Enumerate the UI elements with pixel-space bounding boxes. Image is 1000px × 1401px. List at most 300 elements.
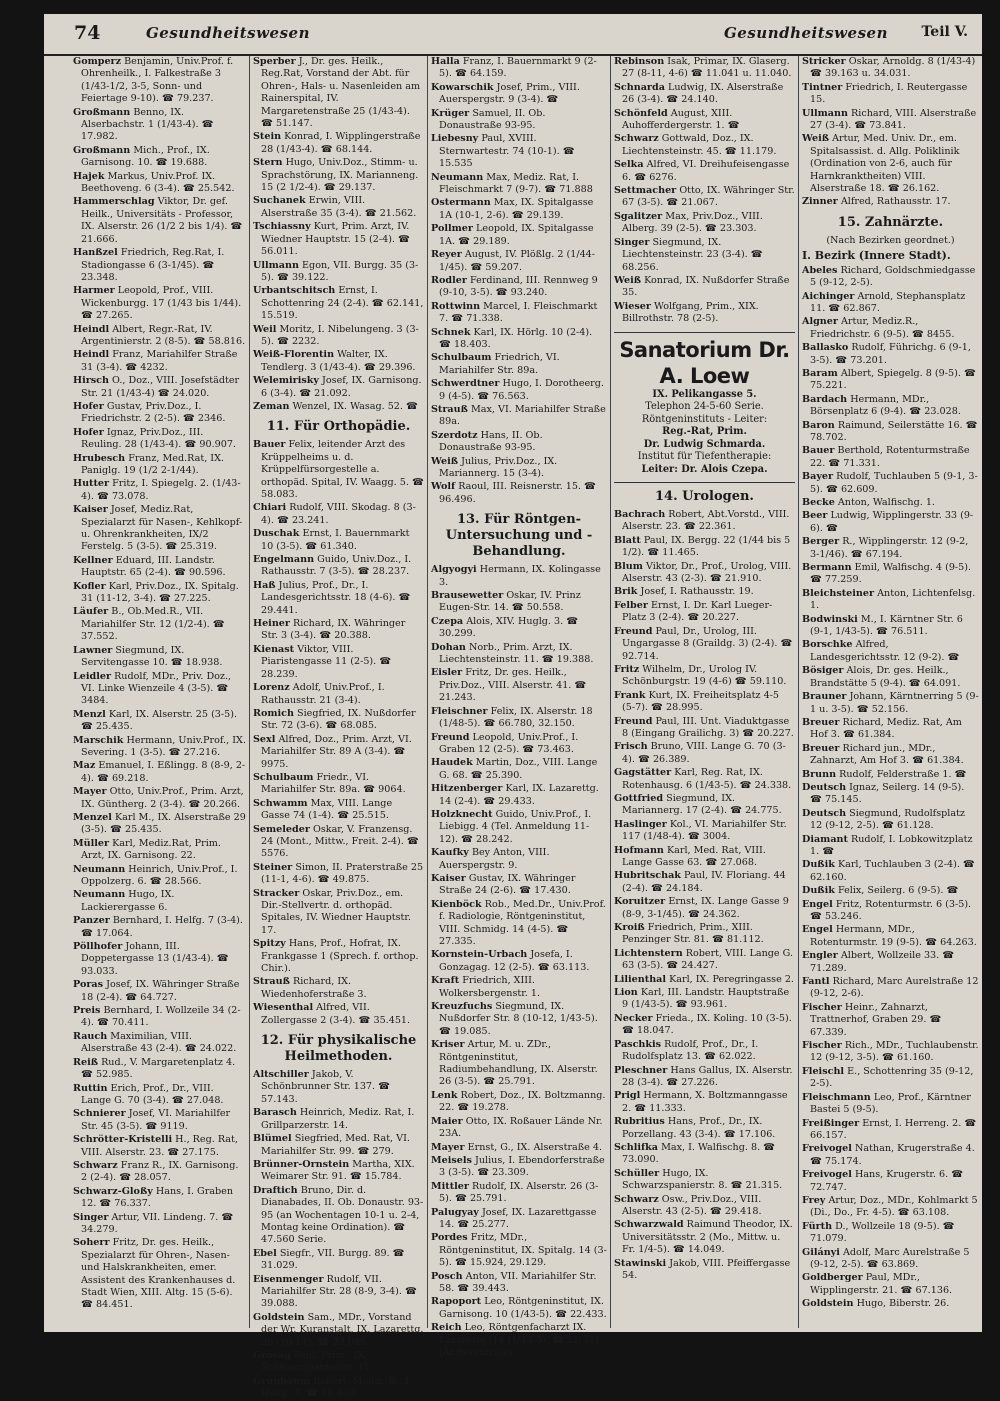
directory-entry <box>802 1066 979 1091</box>
directory-entry <box>802 639 979 664</box>
entry-name: Hrubesch <box>73 452 126 464</box>
directory-entry <box>802 1118 979 1143</box>
entry-details: Erich, Prof., Dr., VIII. Lange G. 70 (3-4). ☎ 27.048. <box>81 1082 224 1106</box>
directory-entry <box>802 1247 979 1272</box>
entry-details: Heinr., Zahnarzt, Trattnerhof, Graben 29. ☎ 67.339. <box>810 1001 942 1038</box>
entry-name: Liebesny <box>431 133 479 145</box>
directory-entry <box>431 301 607 326</box>
directory-entry <box>253 439 424 501</box>
entry-name: Suchanek <box>253 195 306 207</box>
entry-details: Adolf, Univ.Prof., I. Rathausstr. 21 (3-4). <box>261 682 385 706</box>
entry-details: Siegfr., VII. Burgg. 89. ☎ 31.029. <box>261 1247 405 1272</box>
entry-details: Rudolf, IX. Alserstr. 26 (3-5). ☎ 25.791. <box>439 1180 599 1205</box>
entry-details: Hermann, MDr., Rotenturmstr. 19 (9-5). ☎ 64.263. <box>810 924 977 948</box>
directory-entry <box>614 237 795 274</box>
entry-name: Reich <box>431 1322 462 1334</box>
directory-entry <box>802 1272 979 1297</box>
entry-name: Settmacher <box>614 185 677 197</box>
entry-details: Paul, Dr., Urolog, III. Ungargasse 8 (Graildg. 3) (2-4). ☎ 92.714. <box>622 625 793 662</box>
directory-entry <box>431 975 607 1000</box>
directory-entry <box>802 1143 979 1168</box>
directory-entry <box>802 1195 979 1220</box>
entry-name: Eisler <box>431 667 463 679</box>
entry-name: Barasch <box>253 1107 297 1119</box>
directory-entry <box>73 864 246 889</box>
directory-entry <box>802 562 979 587</box>
ad-title-line: Reg.-Rat, Prim. <box>662 426 747 438</box>
entry-name: Bayer <box>802 471 834 483</box>
entry-details: Oskar, Arnoldg. 8 (1/43-4) ☎ 39.163 u. 34.031. <box>810 56 976 80</box>
directory-entry <box>614 133 795 158</box>
entry-name: Schlifka <box>614 1141 659 1153</box>
entry-details: Isak, Primar, IX. Glaserg. 27 (8-11, 4-6) ☎ 11.041 u. 11.040. <box>622 56 792 80</box>
entry-name: Rauch <box>73 1030 108 1042</box>
directory-entry <box>802 1002 979 1039</box>
directory-entry <box>73 1031 246 1056</box>
entry-name: Schrötter-Kristelli <box>73 1134 173 1146</box>
entry-name: Hitzenberger <box>431 783 503 795</box>
entry-details: Rudolf, Tuchlauben 5 (9-1, 3-5). ☎ 62.609. <box>810 471 978 495</box>
entry-name: Kaiser <box>73 504 108 516</box>
entry-name: Schwarz-Gloßy <box>73 1185 153 1197</box>
directory-entry <box>802 291 979 316</box>
entry-details: Konrad, IX. Nußdorfer Straße 35. <box>622 274 790 299</box>
entry-details: Wolfgang, Prim., XIX. Billrothstr. 78 (2-5). <box>622 300 759 325</box>
entry-name: Lion <box>614 987 638 999</box>
entry-details: Franz, I. Bauernmarkt 9 (2-5). ☎ 64.159. <box>439 56 597 80</box>
directory-entry <box>253 1185 424 1247</box>
entry-name: Aichinger <box>802 290 855 302</box>
section-heading: 15. Zahnärzte. <box>837 214 944 230</box>
entry-name: Deutsch <box>802 807 847 819</box>
directory-entry <box>431 172 607 197</box>
directory-entry <box>802 1092 979 1117</box>
directory-entry <box>253 1350 424 1375</box>
entry-name: Schulbaum <box>253 771 314 783</box>
entry-name: Palugyay <box>431 1206 479 1218</box>
entry-name: Brik <box>614 586 638 598</box>
entry-details: Jakob, V. Schönbrunner Str. 137. ☎ 57.143. <box>261 1069 391 1105</box>
entry-details: Karl, Tuchlauben 3 (2-4). ☎ 62.160. <box>810 859 975 883</box>
entry-details: Rudolf, VII. Mariahilfer Str. 28 (8-9, 3-4). ☎ 39.088. <box>261 1273 417 1310</box>
page-header <box>44 14 982 56</box>
directory-entry <box>431 133 607 170</box>
entry-details: Richard, Mediz. Rat, Am Hof 3. ☎ 61.384. <box>810 716 962 741</box>
entry-details: Paul, III. Unt. Viaduktgasse 8 (Eingang Grailichg. 3) ☎ 20.227. <box>622 715 794 739</box>
entry-details: Richard jun., MDr., Zahnarzt, Am Hof 3. ☎ 61.384. <box>810 742 964 767</box>
directory-entry <box>431 327 607 352</box>
entry-details: Robert, VIII. Lange G. 63 (3-5). ☎ 24.427. <box>622 947 794 972</box>
directory-entry <box>614 600 795 625</box>
entry-details: Alfred, Rathausstr. 17. <box>840 196 951 208</box>
entry-name: Kaufky <box>431 847 469 859</box>
directory-entry <box>431 590 607 615</box>
entry-details: Ernst, I. Herreng. 2. ☎ 66.157. <box>810 1117 977 1141</box>
entry-name: Kienböck <box>431 898 482 910</box>
section-heading: 13. Für Röntgen-Untersuchung und -Behandlung. <box>445 512 593 560</box>
entry-name: Eisenmenger <box>253 1273 324 1285</box>
directory-entry <box>614 1219 795 1256</box>
entry-name: Schnierer <box>73 1108 126 1120</box>
district-heading: I. Bezirk (Innere Stadt). <box>802 249 951 263</box>
entry-name: Deutsch <box>802 781 847 793</box>
entry-name: Algyogyi <box>431 564 477 576</box>
entry-name: Rottwinn <box>431 300 481 312</box>
entry-name: Haß <box>253 579 276 591</box>
directory-entry <box>614 1116 795 1141</box>
directory-entry <box>431 1207 607 1232</box>
entry-details: Karl, Priv.Doz., IX. Spitalg. 31 (11-12, 3-4). ☎ 27.225. <box>81 580 239 605</box>
entry-details: Paul, IX. Bergg. 22 (1/44 bis 5 1/2). ☎ 11.465. <box>622 534 791 559</box>
directory-entry <box>431 1155 607 1180</box>
directory-entry <box>802 885 979 897</box>
column-2 <box>250 56 428 1400</box>
entry-details: Otto, IX. Währinger Str. 67 (3-5). ☎ 21.067. <box>622 185 795 209</box>
entry-name: Grosag <box>253 1350 291 1361</box>
entry-name: Kroiß <box>614 922 645 934</box>
directory-entry <box>614 870 795 895</box>
ad-telephone: Telephon 24-5-60 Serie. <box>645 401 764 413</box>
entry-details: Rudolf, VIII. Skodag. 8 (3-4). ☎ 23.241. <box>261 502 416 526</box>
directory-entry <box>253 221 424 258</box>
entry-name: Wieser <box>614 300 651 312</box>
entry-details: Gottwald, Doz., IX. Liechtensteinstr. 45. ☎ 11.179. <box>622 133 777 157</box>
directory-entry <box>802 665 979 690</box>
entry-name: Kofler <box>73 580 106 592</box>
entry-name: Schnek <box>431 326 471 338</box>
directory-entry <box>614 948 795 973</box>
directory-entry <box>73 1005 246 1030</box>
entry-details: Kurt, Prim. Arzt, IV. Wiedner Hauptstr. 15 (2-4). ☎ 56.011. <box>261 221 410 258</box>
entry-details: Rudolf, Felderstraße 1. ☎ <box>839 768 967 780</box>
directory-entry <box>431 847 607 872</box>
directory-entry <box>253 618 424 643</box>
sanatorium-advertisement <box>614 332 795 484</box>
directory-entry <box>253 1248 424 1273</box>
directory-entry <box>73 1134 246 1159</box>
entry-details: Fritz, Dr. ges. Heilk., Priv.Doz., VIII. Alserstr. 41. ☎ 21.243. <box>439 667 587 704</box>
directory-entry <box>253 1159 424 1184</box>
directory-entry <box>802 56 979 81</box>
directory-entry <box>431 949 607 974</box>
entry-details: Friedrich, XIII. Wolkersbergenstr. 1. <box>439 975 541 999</box>
ad-institute-label: Institut für Tiefentherapie: <box>637 451 772 463</box>
directory-entry <box>614 301 795 326</box>
entry-name: Neumann <box>73 863 126 875</box>
entry-name: Abeles <box>802 264 838 276</box>
entry-details: Frieda., IX. Koling. 10 (3-5). ☎ 18.047. <box>622 1012 792 1037</box>
entry-details: Paul, Prim., IX. Schwarzspanierstr. 15. <box>261 1350 373 1374</box>
entry-details: Josefa, I. Gonzagag. 12 (2-5). ☎ 63.113. <box>439 949 590 973</box>
entry-name: Ullmann <box>802 107 848 119</box>
entry-name: Baron <box>802 419 835 431</box>
entry-details: Walter, IX. Tendlerg. 3 (1/43-4). ☎ 29.396. <box>261 349 416 373</box>
entry-details: Mich., Prof., IX. Garnisong. 10. ☎ 19.688. <box>81 144 210 169</box>
entry-details: Markus, Univ.Prof. IX. Beethoveng. 6 (3-4). ☎ 25.542. <box>81 170 235 195</box>
ad-institute-leader: Leiter: Dr. Alois Czepa. <box>641 463 768 475</box>
entry-details: Max, Mediz. Rat, I. Fleischmarkt 7 (9-7). ☎ 71.888 <box>439 171 593 196</box>
entry-name: Stern <box>253 157 283 169</box>
directory-entry <box>431 642 607 667</box>
directory-entry <box>802 769 979 781</box>
entry-details: Hugo, IX. Lackierergasse 6. <box>81 889 175 913</box>
entry-details: Osw., Priv.Doz., VIII. Alserstr. 43 (2-5). ☎ 29.418. <box>622 1193 762 1217</box>
directory-entry <box>802 899 979 924</box>
entry-name: Borschke <box>802 639 853 651</box>
entry-details: Benno, IX. Alserbachstr. 1 (1/43-4). ☎ 17.982. <box>81 106 214 143</box>
entry-name: Gottfried <box>614 792 664 804</box>
entry-name: Harmer <box>73 285 115 297</box>
entry-details: Richard, IX. Währinger Str. 3 (3-4). ☎ 20.388. <box>261 618 406 642</box>
entry-name: Neumann <box>431 171 484 183</box>
directory-entry <box>431 1116 607 1141</box>
directory-entry <box>73 671 246 708</box>
entry-name: Poras <box>73 979 104 991</box>
entry-name: Soherr <box>73 1237 110 1249</box>
directory-entry <box>253 401 424 413</box>
entry-details: Ernst, I. Schottenring 24 (2-4). ☎ 62.141, 15.519. <box>261 285 424 322</box>
entry-details: Alois, Dr. ges. Heilk., Brandstätte 5 (9-4). ☎ 64.091. <box>810 665 961 689</box>
entry-details: Maximilian, VIII. Alserstraße 43 (2-4). ☎ 24.022. <box>81 1030 237 1055</box>
entry-details: Rich., MDr., Tuchlaubenstr. 12 (9-12, 3-5). ☎ 61.160. <box>810 1040 979 1064</box>
section-subheading: (Nach Bezirken geordnet.) <box>826 234 955 246</box>
entry-name: Lorenz <box>253 682 290 694</box>
entry-details: Julius, I. Ebendorferstraße 3 (3-5). ☎ 23.309. <box>439 1154 605 1179</box>
entry-name: Weil <box>253 323 277 335</box>
entry-details: Anton, VII. Mariahilfer Str. 58. ☎ 39.443. <box>439 1270 597 1294</box>
entry-details: Julius, Prof., Dr., I. Landesgerichtsstr. 18 (4-6). ☎ 29.441. <box>261 579 411 616</box>
entry-name: Altschiller <box>253 1069 309 1081</box>
entry-name: Leidler <box>73 670 112 682</box>
entry-details: O., Doz., VIII. Josefstädter Str. 21 (1/43-4) ☎ 24.020. <box>81 375 240 399</box>
directory-entry <box>253 502 424 527</box>
directory-entry <box>614 159 795 184</box>
entry-details: Benjamin, Univ.Prof. f. Ohrenheilk., I. Falkestraße 3 (1/43-1/2, 3-5, Sonn- und Feiertage 9-10). ☎ 79.237. <box>81 56 234 105</box>
entry-name: Weiß <box>614 274 642 286</box>
column-4-bottom-list <box>614 489 795 1282</box>
entry-details: Guido, Univ.Doz., I. Rathausstr. 7 (3-5). ☎ 28.237. <box>261 554 412 578</box>
entry-details: Oskar, V. Franzensg. 24 (Mont., Mittw., Freit. 2-4). ☎ 5576. <box>261 823 419 860</box>
entry-name: Stricker <box>802 56 846 67</box>
directory-entry <box>253 862 424 887</box>
directory-entry <box>431 783 607 808</box>
entry-details: Raimund, Seilerstätte 16. ☎ 78.702. <box>810 419 978 443</box>
entry-name: Engel <box>802 924 833 936</box>
entry-name: Fritz <box>614 663 640 675</box>
entry-details: Ludwig, IX. Alserstraße 26 (3-4). ☎ 24.140. <box>622 81 784 106</box>
page-number: 74 <box>74 22 101 44</box>
entry-name: Blümel <box>253 1133 292 1145</box>
entry-name: Duschak <box>253 528 300 540</box>
directory-entry <box>431 1142 607 1154</box>
entry-details: Simon, II. Praterstraße 25 (11-1, 4-6). ☎ 49.875. <box>261 861 424 886</box>
directory-entry <box>614 1194 795 1219</box>
entry-details: Otto, Univ.Prof., Prim. Arzt, IX. Güntherg. 2 (3-4). ☎ 20.266. <box>81 786 244 810</box>
entry-name: Schwerdtner <box>431 378 500 390</box>
entry-name: Pöllhofer <box>73 941 123 953</box>
directory-entry <box>614 185 795 210</box>
directory-entry <box>431 1296 607 1321</box>
entry-details: Sam., MDr., Vorstand der Wr. Kuranstalt, IX. Lazarettg. 20 (10-11). ☎ 22.045. <box>261 1311 424 1348</box>
entry-name: Rodler <box>431 274 467 286</box>
entry-details: Hans, I. Graben 12. ☎ 76.337. <box>81 1185 234 1210</box>
entry-name: Brunn <box>802 768 837 780</box>
directory-entry <box>431 1039 607 1089</box>
ad-roentgen-leader-label: Röntgeninstituts - Leiter: <box>641 413 768 425</box>
directory-entry <box>73 504 246 554</box>
entry-name: Engler <box>802 950 838 962</box>
section-heading: 12. Für physikalische Heilmethoden. <box>260 1033 417 1065</box>
entry-details: Leopold, Prof., VIII. Wickenburgg. 17 (1/43 bis 1/44). ☎ 27.265. <box>81 285 242 322</box>
entry-name: Heindl <box>73 323 110 335</box>
entry-name: Bauer <box>802 445 835 457</box>
column-5 <box>799 56 982 1328</box>
entry-name: Brausewetter <box>431 590 504 602</box>
directory-entry <box>802 950 979 975</box>
entry-details: Oskar, IV. Prinz Eugen-Str. 14. ☎ 50.558. <box>439 590 581 614</box>
directory-entry <box>253 195 424 220</box>
entry-details: Konrad, I. Wipplingerstraße 28 (1/43-4). ☎ 68.144. <box>261 131 421 155</box>
entry-details: H., Reg. Rat, VIII. Alserstr. 23. ☎ 27.175. <box>81 1134 238 1158</box>
directory-entry <box>802 368 979 393</box>
directory-entry <box>802 1169 979 1194</box>
entry-name: Krüger <box>431 107 470 119</box>
entry-name: Gilányi <box>802 1246 840 1258</box>
entry-name: Dußik <box>802 859 835 871</box>
entry-details: Max, VI. Mariahilfer Straße 89a. <box>439 403 606 428</box>
entry-name: Wiesenthal <box>253 1002 314 1014</box>
entry-details: Gustav, IX. Währinger Straße 24 (2-6). ☎ 17.430. <box>439 872 576 897</box>
entry-details: Karl, IX. Alserstr. 25 (3-5). ☎ 25.435. <box>81 708 238 733</box>
entry-details: Karl, IX. Peregringasse 2. <box>669 973 794 985</box>
directory-entry <box>253 644 424 681</box>
entry-name: Necker <box>614 1012 653 1024</box>
entry-name: Weiß-Florentin <box>253 349 335 361</box>
entry-name: Pleschner <box>614 1064 668 1076</box>
entry-name: Freißinger <box>802 1117 860 1129</box>
directory-entry <box>614 561 795 586</box>
entry-details: Eduard, III. Landstr. Hauptstr. 65 (2-4). ☎ 90.596. <box>81 554 226 579</box>
directory-entry <box>431 667 607 704</box>
entry-details: Moritz, I. Nibelungeng. 3 (3-5). ☎ 2232. <box>261 323 419 347</box>
entry-details: Karl, Med. Rat, VIII. Lange Gasse 63. ☎ 27.068. <box>622 844 766 868</box>
entry-details: Marcel, I. Fleischmarkt 7. ☎ 71.338. <box>439 300 598 325</box>
directory-entry <box>253 1069 424 1106</box>
directory-entry <box>73 709 246 734</box>
directory-entry <box>73 145 246 170</box>
entry-details: Alfred, VI. Dreihufeisengasse 6. ☎ 6276. <box>622 159 790 183</box>
entry-details: Artur, Med. Univ. Dr., em. Spitalsassist. d. Allg. Poliklinik (Ordination von 2-6, auch für Harnkranktheiten) VIII. Alserstraße 18. ☎ 26.162. <box>810 133 960 195</box>
entry-name: Stawinski <box>614 1257 667 1269</box>
directory-entry <box>73 401 246 426</box>
directory-entry <box>73 915 246 940</box>
entry-details: Artur, Mediz.R., Friedrichstr. 6 (9-5). ☎ 8455. <box>810 316 955 340</box>
entry-name: Fleischner <box>431 705 488 717</box>
entry-name: Draftich <box>253 1184 298 1196</box>
directory-entry <box>253 938 424 975</box>
entry-details: Jakob, VIII. Pfeiffergasse 54. <box>622 1257 791 1281</box>
directory-entry <box>614 535 795 560</box>
entry-details: Ernst, IX. Lange Gasse 9 (8-9, 3-1/45). ☎ 24.362. <box>622 896 789 920</box>
directory-entry <box>73 941 246 978</box>
directory-entry <box>73 760 246 785</box>
entry-name: Zinner <box>802 196 838 208</box>
directory-entry <box>614 211 795 236</box>
entry-name: Grünbaum <box>253 1375 311 1387</box>
entry-name: Mayer <box>73 786 107 798</box>
entry-details: Bernhard, I. Wollzeile 34 (2-4). ☎ 70.411. <box>81 1005 241 1029</box>
entry-details: Karl, III. Landstr. Hauptstraße 9 (1/43-5). ☎ 93.961. <box>622 987 790 1011</box>
entry-name: Szerdotz <box>431 429 478 441</box>
entry-name: Fantl <box>802 976 830 988</box>
entry-details: Emanuel, I. Eßlingg. 8 (8-9, 2-4). ☎ 69.218. <box>81 760 246 784</box>
entry-name: Kaiser <box>431 872 466 884</box>
directory-entry <box>73 889 246 914</box>
entry-details: Friedrich, Reg.Rat, I. Stadiongasse 6 (3-1/45). ☎ 23.348. <box>81 247 225 283</box>
directory-entry <box>802 536 979 561</box>
directory-entry <box>73 812 246 837</box>
directory-entry <box>253 682 424 707</box>
entry-name: Schönfeld <box>614 107 668 119</box>
entry-name: Halla <box>431 56 460 67</box>
directory-entry <box>253 131 424 156</box>
directory-entry <box>431 873 607 898</box>
entry-details: Viktor, Dr., Prof., Urolog, VIII. Alserstr. 43 (2-3). ☎ 21.910. <box>622 560 792 585</box>
entry-name: Bleichsteiner <box>802 587 875 599</box>
entry-name: Engelmann <box>253 554 315 566</box>
entry-details: Erwin, VIII. Alserstraße 35 (3-4). ☎ 21.562. <box>261 195 417 219</box>
entry-name: Ebel <box>253 1247 277 1259</box>
entry-name: Maier <box>431 1115 463 1127</box>
entry-name: Haslinger <box>614 818 667 830</box>
ad-address: IX. Pelikangasse 5. <box>652 388 757 400</box>
entry-details: Fritz, MDr., Röntgeninstitut, IX. Spitalg. 14 (3-5). ☎ 15.924, 29.129. <box>439 1232 607 1269</box>
entry-details: Siegmund, IX. Servitengasse 10. ☎ 18.938. <box>81 644 223 669</box>
entry-name: Algner <box>802 316 838 328</box>
entry-name: Gomperz <box>73 56 122 67</box>
entry-name: Weiß <box>802 133 830 145</box>
directory-entry <box>73 478 246 503</box>
directory-entry <box>73 1083 246 1108</box>
entry-name: Freund <box>614 715 653 727</box>
directory-entry <box>253 888 424 938</box>
entry-name: Kriser <box>431 1039 465 1051</box>
directory-entry <box>614 108 795 133</box>
entry-details: Fritz, I. Spiegelg. 2. (1/43-4). ☎ 73.078. <box>81 478 241 502</box>
entry-name: Großmann <box>73 144 131 156</box>
entry-name: Lichtenstern <box>614 947 683 959</box>
directory-entry <box>614 845 795 870</box>
entry-name: Felber <box>614 599 648 611</box>
entry-details: Josef, IX. Lazarettgasse 14. ☎ 25.277. <box>439 1206 597 1230</box>
directory-entry <box>802 924 979 949</box>
running-title-left: Gesundheitswesen <box>146 24 310 42</box>
entry-name: Koruitzer <box>614 896 666 908</box>
entry-name: Ballasko <box>802 342 849 354</box>
running-title-right: Gesundheitswesen <box>724 24 888 42</box>
entry-details: Rudolf, Führichg. 6 (9-1, 3-5). ☎ 73.201. <box>810 342 971 366</box>
section-heading: 14. Urologen. <box>655 489 754 505</box>
directory-entry <box>431 1090 607 1115</box>
entry-details: Robert, Abt.Vorstd., VIII. Alserstr. 23. ☎ 22.361. <box>622 509 790 533</box>
entry-details: Fritz, Dr. ges. Heilk., Spezialarzt für Ohren-, Nasen- und Halskrankheiten, emer. Assistent des Krankenhauses d. Stadt Wien, XIII. Altg. 15 (5-6). ☎ 84.451. <box>81 1237 236 1311</box>
directory-entry <box>431 56 607 81</box>
entry-name: Chiari <box>253 502 287 514</box>
entry-name: Freivogel <box>802 1169 852 1181</box>
entry-name: Bermann <box>802 562 852 574</box>
entry-details: Josef, IX. Währinger Straße 18 (2-4). ☎ 64.727. <box>81 979 240 1003</box>
directory-entry <box>253 708 424 733</box>
